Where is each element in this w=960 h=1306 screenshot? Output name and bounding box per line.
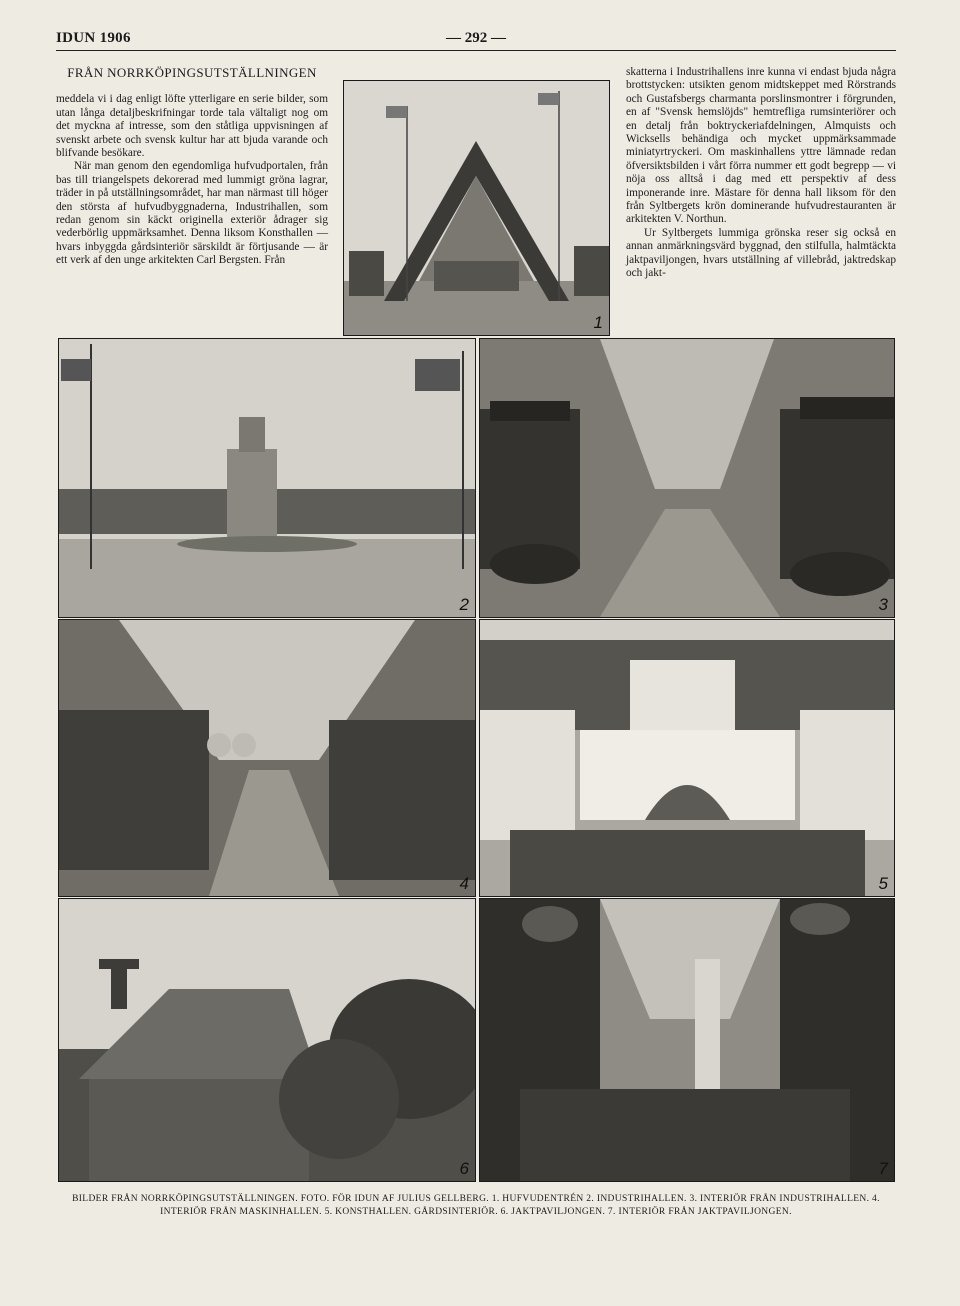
photo-3-interior-industrihallen [479, 338, 895, 618]
page-header [56, 30, 896, 51]
photo-6-jaktpaviljongen [58, 898, 476, 1182]
left-text-column [56, 66, 328, 268]
right-paragraph-2: Ur Syltbergets lummiga grönska reser sig också en annan anmärkningsvärd byggnad, den stilfulla, halmtäckta jaktpaviljongen, hvars utställning af villebråd, jaktredskap och jakt- [626, 226, 896, 280]
photo-5-konsthallen [479, 619, 895, 897]
photo-7-interior-jaktpaviljongen [479, 898, 895, 1182]
photo-2-industrihallen [58, 338, 476, 618]
photo-4-number: 4 [459, 874, 469, 893]
photo-2-number: 2 [459, 595, 469, 614]
right-text-column [626, 66, 896, 281]
photo-5-image [480, 620, 894, 896]
photo-7-image [480, 899, 894, 1181]
photo-4-image [59, 620, 475, 896]
photo-5-number: 5 [878, 874, 888, 893]
photo-1-main-entrance [343, 80, 610, 336]
magazine-title: IDUN 1906 [56, 30, 131, 46]
photo-2-image [59, 339, 475, 617]
left-paragraph-1: meddela vi i dag enligt löfte ytterligare en serie bilder, som utan långa detaljbeskrifningar torde tala vältaligt nog om det myckna af intresse, som den ståtliga uppvisningen af svenskt arbete och svensk kultur har att bjuda varande och blifvande besökare. [56, 93, 328, 160]
article-heading: FRÅN NORRKÖPINGSUTSTÄLLNINGEN [67, 65, 317, 80]
right-paragraph-1: skatterna i Industrihallens inre kunna vi endast bjuda några brottstycken: utsikten genom midtskeppet med Rörstrands och Gustafsbergs charmanta porslinsmontrer i förgrunden, en af "Svensk hemslöjds" hemtrefliga rumsinteriörer och en detalj från boktryckeriafdelningen, Almquists och Wicksells behändiga och mycket uppmärksammade miniatyrtryckeri. Om maskinhallens yttre lämnade redan öfversiktsbilden i vårt förra nummer ett godt begrepp — vi nöja oss alltså i dag med ett perspektiv af dess imponerande inre. Mästare för denna hall liksom för den från Syltbergets krön dominerande hufvudrestauranten är arkitekten V. Northun. [626, 66, 896, 226]
photo-6-number: 6 [459, 1159, 469, 1178]
left-paragraph-2: När man genom den egendomliga hufvudportalen, från bas till triangelspets dekorerad med lummigt gröna lagrar, träder in på utställningsområdet, har man närmast till höger den största af hufvudbyggnaderna, Industrihallen, som redan genom sin käckt originella exteriör ådrager sig vederbörlig uppmärksamhet. Denna liksom Konsthallen — hvars inbyggda gårdsinteriör särskildt är förtjusande — är ett verk af den unge arkitekten Carl Bergsten. Från [56, 160, 328, 267]
photo-caption: BILDER FRÅN NORRKÖPINGSUTSTÄLLNINGEN. FOTO. FÖR IDUN AF JULIUS GELLBERG. 1. HUFVUDENTRÉN 2. INDUSTRIHALLEN. 3. INTERIÖR FRÅN INDUSTRIHALLEN. 4. INTERIÖR FRÅN MASKINHALLEN. 5. KONSTHALLEN. GÅRDSINTERIÖR. 6. JAKTPAVILJONGEN. 7. INTERIÖR FRÅN JAKTPAVILJONGEN. [72, 1194, 880, 1217]
page-number: — 292 — [446, 30, 506, 46]
photo-1-image [344, 81, 609, 335]
photo-7-number: 7 [878, 1159, 888, 1178]
photo-3-image [480, 339, 894, 617]
photo-3-number: 3 [878, 595, 888, 614]
photo-4-interior-maskinhallen [58, 619, 476, 897]
photo-6-image [59, 899, 475, 1181]
photo-1-number: 1 [593, 313, 603, 332]
